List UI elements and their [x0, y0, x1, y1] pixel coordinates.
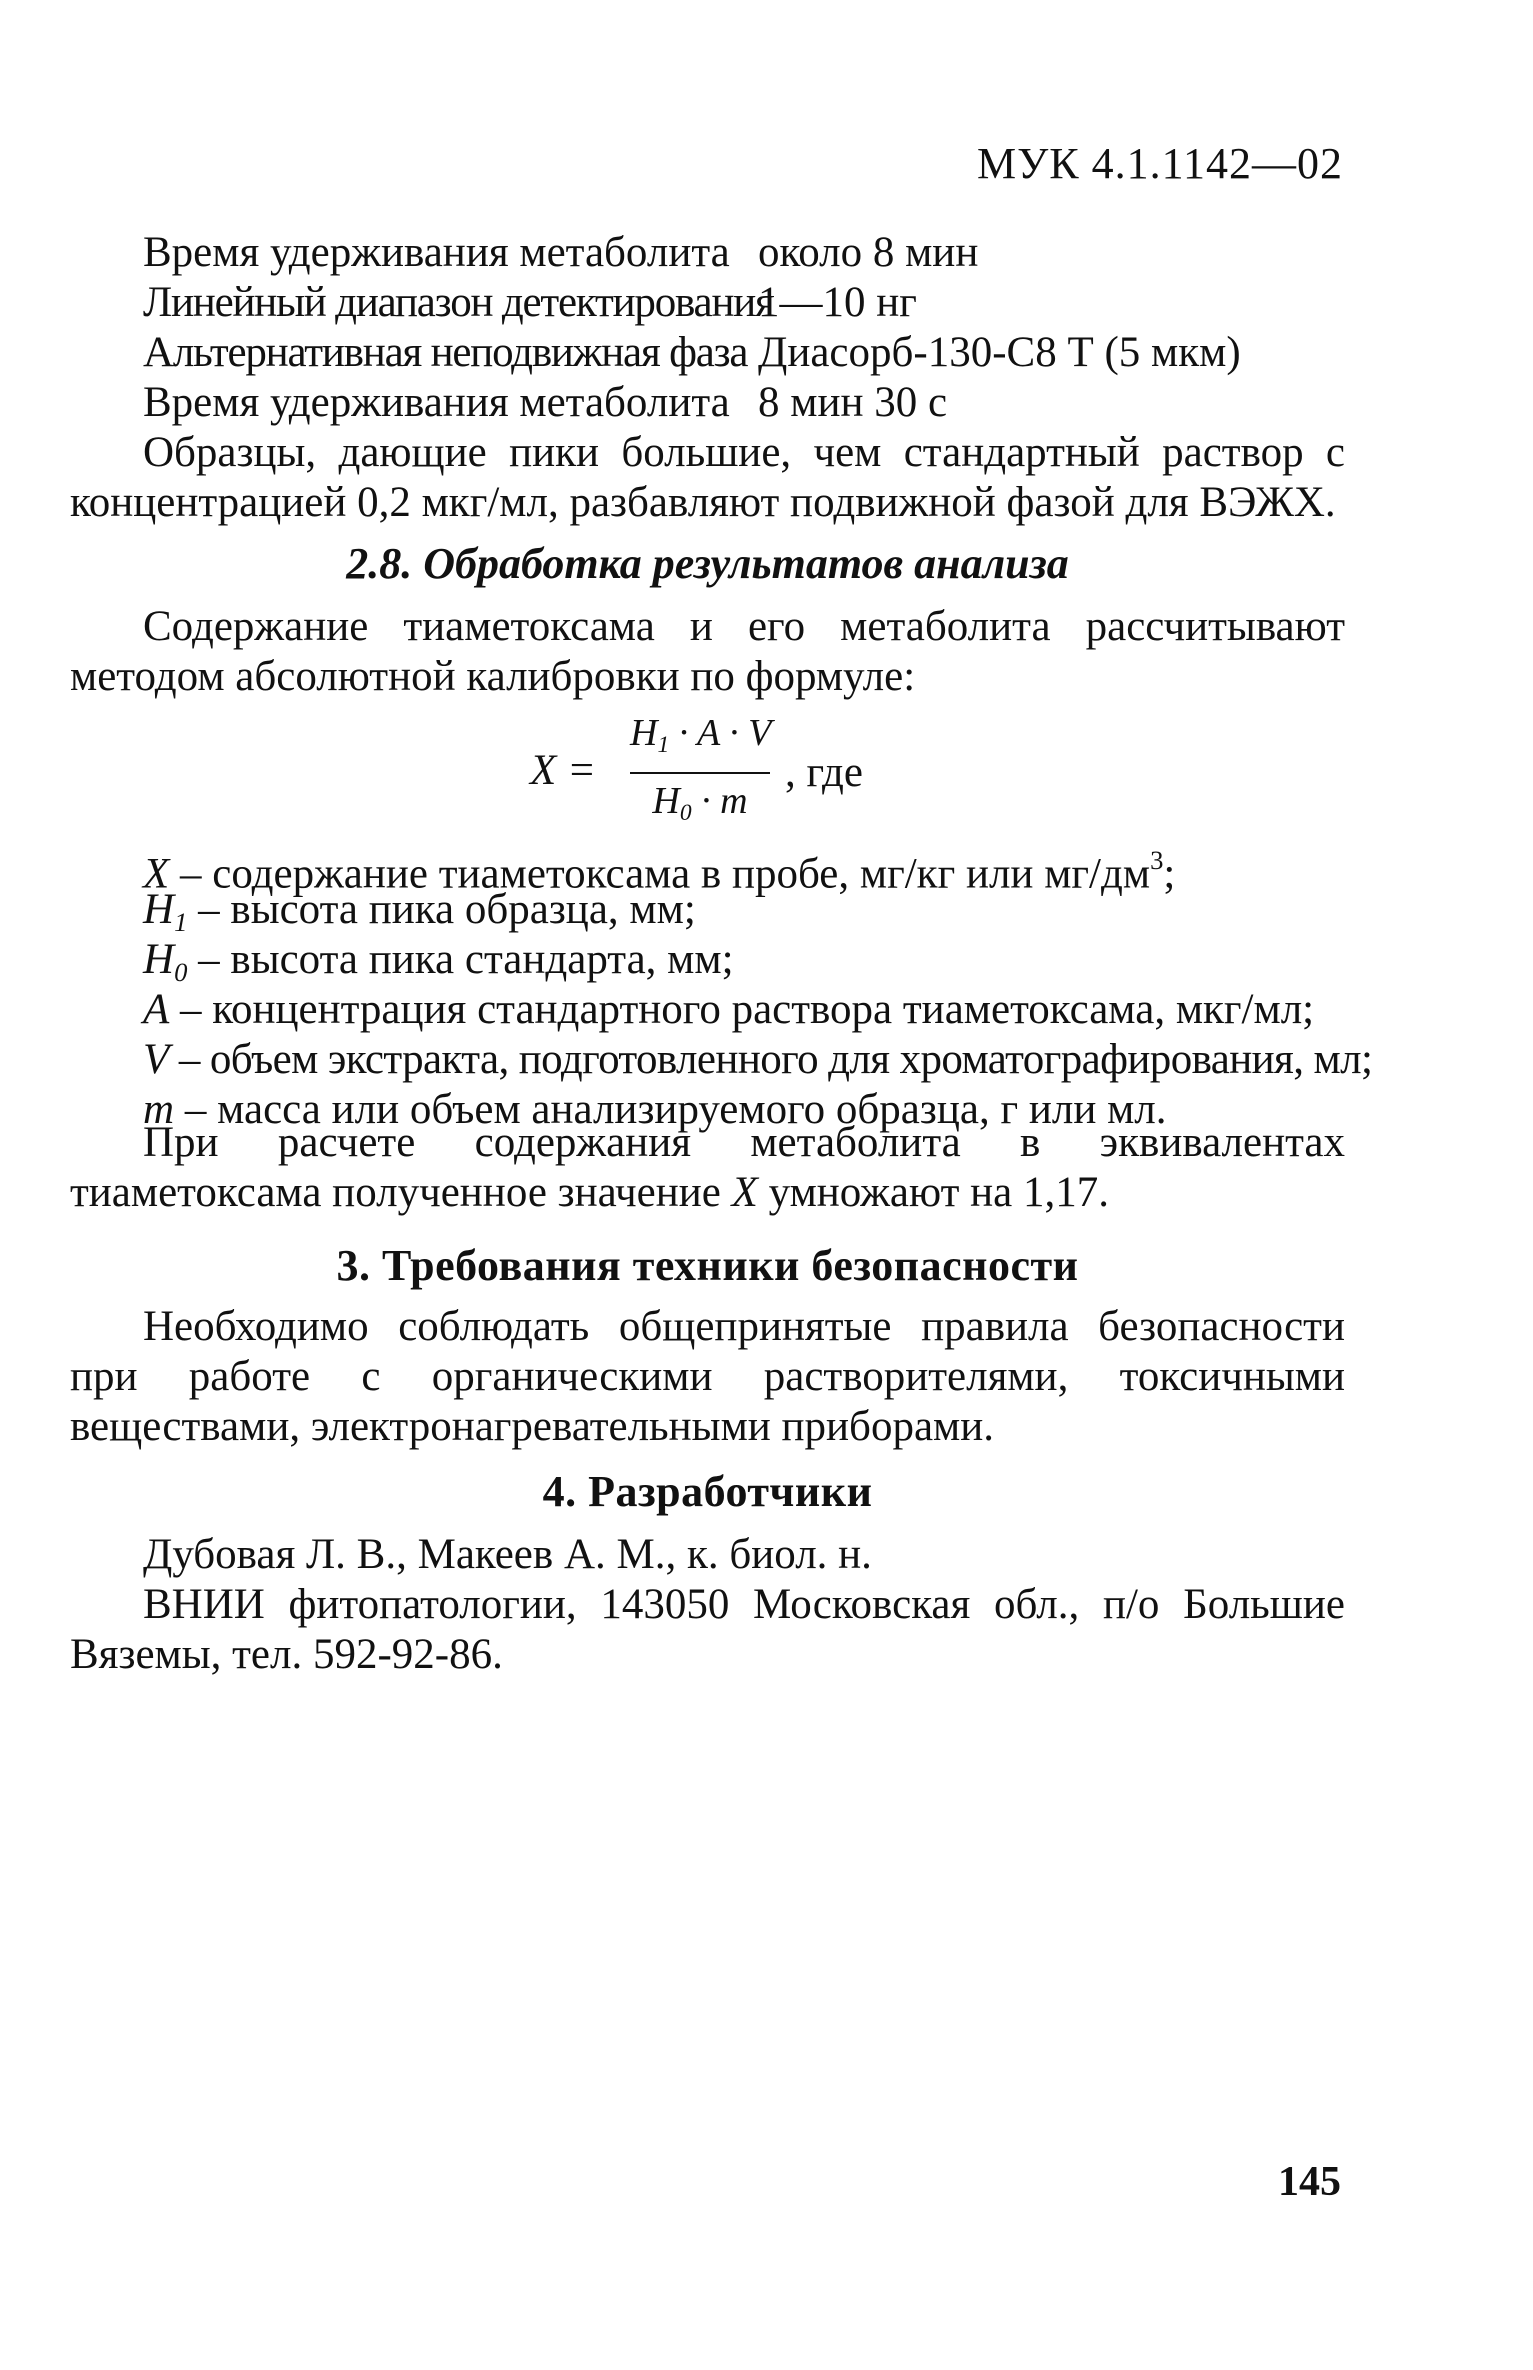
- parameter-value: Диасорб-130-С8 Т (5 мкм): [758, 329, 1241, 376]
- formula-numerator: $H_1 \cdot A \cdot V$: [630, 712, 772, 759]
- variable-definitions: [143, 835, 1373, 1135]
- section-3-title: 3. Требования техники безопасности: [336, 1241, 1079, 1290]
- safety-paragraph-block: [70, 1302, 1345, 1452]
- fraction-bar: [630, 772, 770, 774]
- formula-suffix: , где: [785, 749, 863, 796]
- developers-authors: Дубовая Л. В., Макеев А. М., к. биол. н.: [143, 1531, 872, 1578]
- definition-item: $H_1$ – высота пика образца, мм;: [143, 886, 696, 937]
- section-4-title: 4. Разработчики: [542, 1467, 873, 1516]
- parameter-row: [143, 278, 1343, 328]
- definition-item: m – масса или объем анализируемого образца, г или мл.: [143, 1086, 1167, 1133]
- dilution-paragraph-block: [70, 428, 1345, 528]
- safety-paragraph: Необходимо соблюдать общепринятые правила безопасности при работе с органическими растворителями, токсичными веществами, электронагревательными приборами.: [70, 1303, 1345, 1450]
- definition-item: X – содержание тиаметоксама в пробе, мг/кг или $мг/дм^3$;: [143, 845, 1176, 898]
- parameters-list: [143, 228, 1343, 428]
- parameter-row: [143, 228, 1343, 278]
- page-number: 145: [1278, 2159, 1341, 2205]
- parameter-row: [143, 328, 1343, 378]
- developers-block: [70, 1530, 1345, 1680]
- parameter-value: около 8 мин: [758, 229, 979, 276]
- dilution-paragraph: Образцы, дающие пики большие, чем стандартный раствор с концентрацией 0,2 мкг/мл, разбавляют подвижной фазой для ВЭЖХ.: [70, 429, 1345, 526]
- conversion-paragraph-block: [70, 1118, 1345, 1218]
- parameter-value: 8 мин 30 с: [758, 379, 948, 426]
- section-2-8-title: 2.8. Обработка результатов анализа: [346, 539, 1069, 588]
- parameter-name: Линейный диапазон детектирования: [143, 279, 774, 326]
- definition-item: V – объем экстракта, подготовленного для хроматографирования, мл;: [143, 1036, 1373, 1083]
- formula-denominator: $H_0 \cdot m$: [652, 780, 748, 827]
- document-code: МУК 4.1.1142—02: [977, 139, 1343, 188]
- conversion-paragraph: При расчете содержания метаболита в эквивалентах тиаметоксама полученное значение X умножают на 1,17.: [70, 1119, 1345, 1216]
- definition-item: A – концентрация стандартного раствора тиаметоксама, мкг/мл;: [143, 986, 1315, 1033]
- method-intro: Содержание тиаметоксама и его метаболита рассчитывают методом абсолютной калибровки по формуле:: [70, 603, 1345, 700]
- parameter-name: Время удерживания метаболита: [143, 229, 730, 276]
- definition-item: $H_0$ – высота пика стандарта, мм;: [143, 936, 734, 987]
- formula-fraction: [630, 710, 770, 836]
- parameter-value: 1—10 нг: [758, 279, 917, 326]
- formula-lhs: X =: [530, 747, 597, 794]
- parameter-name: Время удерживания метаболита: [143, 379, 730, 426]
- calculation-formula: [530, 710, 970, 840]
- method-intro-block: [70, 602, 1345, 702]
- developers-organization: ВНИИ фитопатологии, 143050 Московская обл., п/о Большие Вяземы, тел. 592-92-86.: [70, 1581, 1345, 1678]
- parameter-row: [143, 378, 1343, 428]
- parameter-name: Альтернативная неподвижная фаза: [143, 329, 748, 376]
